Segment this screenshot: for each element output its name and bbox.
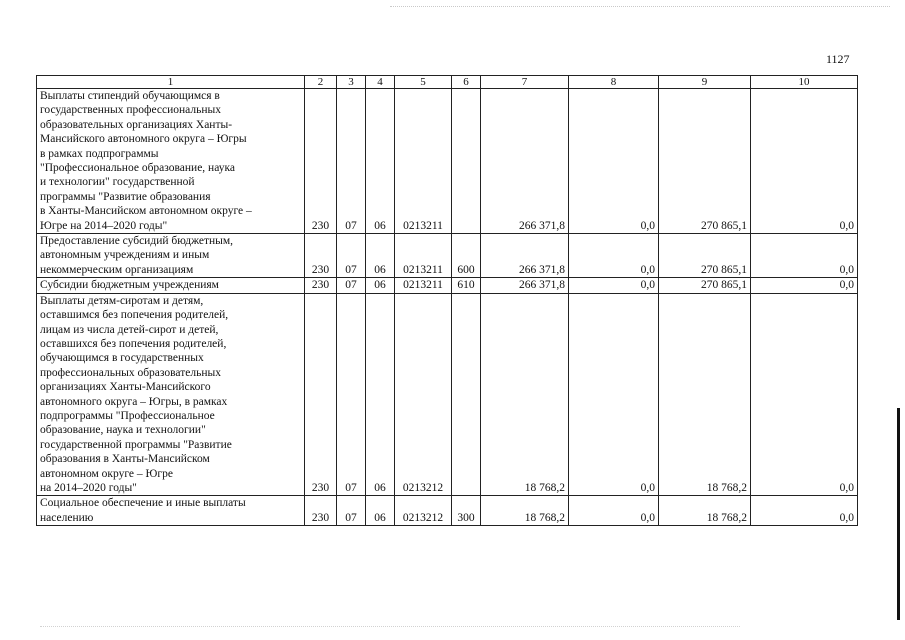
column-header: 5: [395, 76, 452, 89]
target-article-cell: 0213212: [395, 293, 452, 496]
item-name-cell: [37, 89, 305, 234]
amount-cell: 0,0: [569, 89, 659, 234]
expense-type-cell: [452, 293, 481, 496]
item-name-line: автономным учреждениям и иным: [40, 249, 210, 262]
target-article-cell: 0213211: [395, 234, 452, 278]
subsection-code-cell: 06: [366, 496, 395, 526]
column-number-row: [37, 76, 858, 89]
item-name-cell: [37, 496, 305, 526]
item-name-cell: [37, 278, 305, 293]
column-header: 9: [659, 76, 751, 89]
ministry-code-cell: 230: [305, 496, 337, 526]
item-name-line: автономном округе – Югре: [40, 467, 173, 480]
table-row: [37, 278, 858, 293]
scan-noise-top: [390, 6, 890, 7]
target-article-cell: 0213212: [395, 496, 452, 526]
item-name-line: подпрограммы "Профессиональное: [40, 409, 215, 422]
item-name-line: государственных профессиональных: [40, 104, 221, 117]
table-body: [37, 89, 858, 526]
expense-type-cell: 300: [452, 496, 481, 526]
ministry-code-cell: 230: [305, 293, 337, 496]
section-code-cell: 07: [337, 278, 366, 293]
amount-cell: 18 768,2: [659, 293, 751, 496]
amount-cell: 266 371,8: [481, 234, 569, 278]
column-header: 8: [569, 76, 659, 89]
table-row: [37, 293, 858, 496]
item-name-line: государственной программы "Развитие: [40, 438, 232, 451]
item-name-line: оставшихся без попечения родителей,: [40, 337, 227, 350]
subsection-code-cell: 06: [366, 234, 395, 278]
item-name-line: лицам из числа детей-сирот и детей,: [40, 323, 219, 336]
item-name-line: образование, наука и технологии": [40, 424, 206, 437]
item-name-line: образования в Ханты-Мансийском: [40, 453, 210, 466]
amount-cell: 266 371,8: [481, 89, 569, 234]
table-row: [37, 89, 858, 234]
item-name-line: обучающимся в государственных: [40, 352, 204, 365]
item-name-line: Предоставление субсидий бюджетным,: [40, 235, 234, 248]
amount-cell: 0,0: [751, 234, 858, 278]
expense-type-cell: [452, 89, 481, 234]
item-name-line: на 2014–2020 годы": [40, 481, 137, 494]
column-header: 10: [751, 76, 858, 89]
item-name-line: Субсидии бюджетным учреждениям: [40, 279, 219, 292]
item-name-cell: [37, 234, 305, 278]
item-name-line: в рамках подпрограммы: [40, 147, 159, 160]
scan-noise-bottom: [40, 626, 740, 627]
amount-cell: 18 768,2: [481, 293, 569, 496]
target-article-cell: 0213211: [395, 89, 452, 234]
section-code-cell: 07: [337, 293, 366, 496]
item-name-line: в Ханты-Мансийском автономном округе –: [40, 205, 252, 218]
item-name-line: некоммерческим организациям: [40, 263, 194, 276]
column-header: 7: [481, 76, 569, 89]
amount-cell: 0,0: [569, 293, 659, 496]
expense-type-cell: 600: [452, 234, 481, 278]
section-code-cell: 07: [337, 496, 366, 526]
column-header: 1: [37, 76, 305, 89]
target-article-cell: 0213211: [395, 278, 452, 293]
amount-cell: 270 865,1: [659, 234, 751, 278]
amount-cell: 0,0: [569, 278, 659, 293]
scan-edge-bar: [897, 408, 900, 620]
item-name-line: Югре на 2014–2020 годы": [40, 219, 168, 232]
ministry-code-cell: 230: [305, 89, 337, 234]
amount-cell: 0,0: [751, 89, 858, 234]
item-name-line: Выплаты детям-сиротам и детям,: [40, 294, 204, 307]
item-name-line: программы "Развитие образования: [40, 190, 211, 203]
budget-table: [36, 75, 858, 526]
column-header: 3: [337, 76, 366, 89]
item-name-line: автономного округа – Югры, в рамках: [40, 395, 228, 408]
section-code-cell: 07: [337, 89, 366, 234]
amount-cell: 266 371,8: [481, 278, 569, 293]
amount-cell: 0,0: [751, 496, 858, 526]
column-header: 6: [452, 76, 481, 89]
item-name-line: организациях Ханты-Мансийского: [40, 381, 211, 394]
amount-cell: 18 768,2: [659, 496, 751, 526]
expense-type-cell: 610: [452, 278, 481, 293]
amount-cell: 0,0: [569, 234, 659, 278]
amount-cell: 270 865,1: [659, 278, 751, 293]
table-row: [37, 496, 858, 526]
item-name-line: Мансийского автономного округа – Югры: [40, 133, 247, 146]
table-row: [37, 234, 858, 278]
subsection-code-cell: 06: [366, 278, 395, 293]
item-name-cell: [37, 293, 305, 496]
item-name-line: образовательных организациях Ханты-: [40, 118, 233, 131]
amount-cell: 0,0: [569, 496, 659, 526]
item-name-line: "Профессиональное образование, наука: [40, 162, 235, 175]
subsection-code-cell: 06: [366, 293, 395, 496]
column-header: 4: [366, 76, 395, 89]
column-header: 2: [305, 76, 337, 89]
section-code-cell: 07: [337, 234, 366, 278]
item-name-line: населению: [40, 511, 94, 524]
ministry-code-cell: 230: [305, 278, 337, 293]
item-name-line: профессиональных образовательных: [40, 366, 221, 379]
item-name-line: и технологии" государственной: [40, 176, 195, 189]
amount-cell: 18 768,2: [481, 496, 569, 526]
subsection-code-cell: 06: [366, 89, 395, 234]
ministry-code-cell: 230: [305, 234, 337, 278]
amount-cell: 0,0: [751, 278, 858, 293]
item-name-line: Социальное обеспечение и иные выплаты: [40, 497, 246, 510]
item-name-line: оставшимся без попечения родителей,: [40, 309, 229, 322]
amount-cell: 0,0: [751, 293, 858, 496]
amount-cell: 270 865,1: [659, 89, 751, 234]
item-name-line: Выплаты стипендий обучающимся в: [40, 90, 220, 102]
page-number: 1127: [826, 52, 850, 66]
